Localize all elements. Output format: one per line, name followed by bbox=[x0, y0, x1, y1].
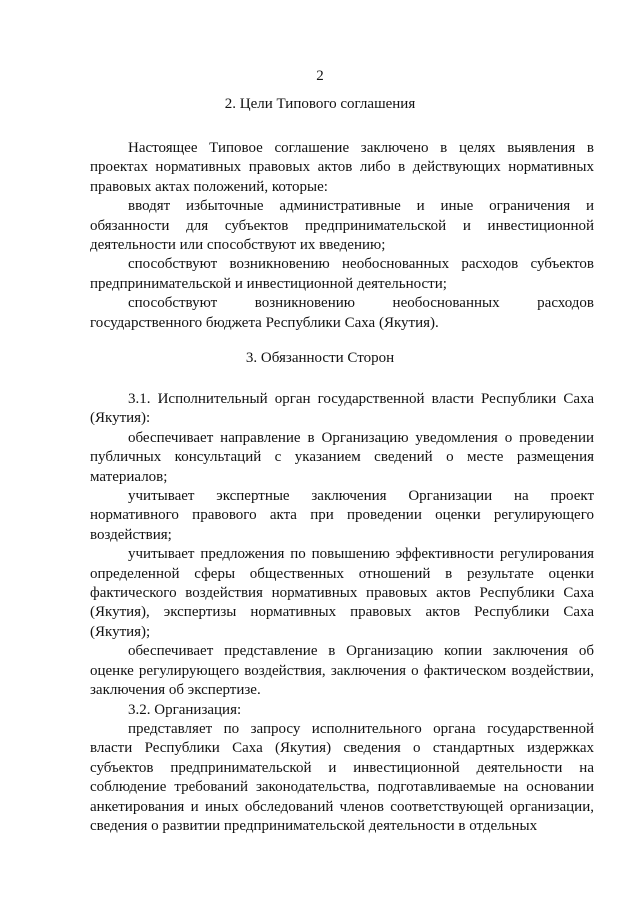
section-2-body bbox=[90, 139, 594, 333]
paragraph: вводят избыточные административные и иные ограничения и обязанности для субъектов предпринимательской и инвестиционной деятельности или способствуют их введению; bbox=[90, 198, 594, 254]
page-number: 2 bbox=[316, 68, 324, 84]
paragraph: 3.1. Исполнительный орган государственной власти Республики Саха (Якутия): bbox=[90, 391, 594, 427]
paragraph: представляет по запросу исполнительного органа государственной власти Республики Саха (Якутия) сведения о стандартных издержках субъектов предпринимательской и инвестиционной деятельности на соблюдение требований законодательства, подготавливаемые на основании анкетирования и иных обследований членов соответствующей организации, сведения о развитии предпринимательской деятельности в отдельных bbox=[90, 720, 594, 834]
section-3-title: 3. Обязанности Сторон bbox=[245, 350, 395, 366]
paragraph: обеспечивает представление в Организацию копии заключения об оценке регулирующего воздействия, заключения о фактическом воздействии, заключения об экспертизе. bbox=[90, 643, 594, 699]
paragraph: обеспечивает направление в Организацию уведомления о проведении публичных консультаций с указанием сведений о месте размещения материалов; bbox=[90, 429, 594, 485]
paragraph: учитывает предложения по повышению эффективности регулирования определенной сферы общественных отношений в результате оценки фактического воздействия нормативных правовых актов Республики Саха (Якутия), экспертизы нормативных правовых актов Республики Саха (Якутия); bbox=[90, 546, 594, 640]
paragraph: 3.2. Организация: bbox=[128, 701, 242, 718]
section-3-body bbox=[90, 390, 594, 836]
paragraph: способствуют возникновению необоснованных расходов государственного бюджета Республики Саха (Якутия). bbox=[90, 295, 594, 331]
section-2-title: 2. Цели Типового соглашения bbox=[224, 96, 416, 112]
paragraph: учитывает экспертные заключения Организации на проект нормативного правового акта при проведении оценки регулирующего воздействия; bbox=[90, 488, 594, 543]
paragraph: Настоящее Типовое соглашение заключено в целях выявления в проектах нормативных правовых актов либо в действующих нормативных правовых актах положений, которые: bbox=[90, 140, 594, 195]
paragraph: способствуют возникновению необоснованных расходов субъектов предпринимательской и инвестиционной деятельности; bbox=[90, 256, 594, 292]
